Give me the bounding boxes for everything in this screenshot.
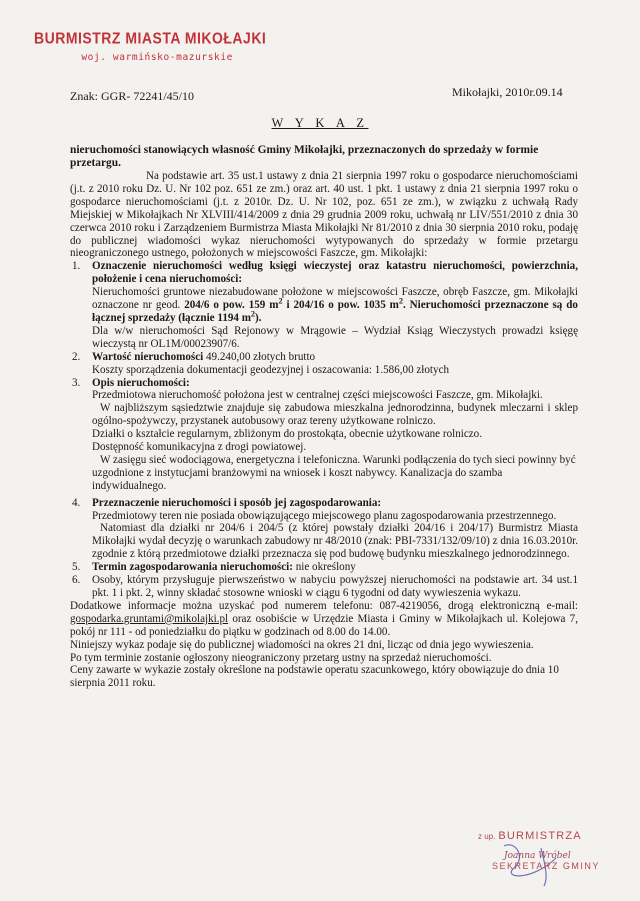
document-body (70, 144, 578, 690)
contact-info: Dodatkowe informacje można uzyskać pod numerem telefonu: 087-4219056, drogą elektroniczną e-mail: gospodarka.gruntami@mikolajki.pl oraz osobiście w Urzędzie Miasta i Gminy w Mikołajkach ul. Kolejowa 7, pokój nr 111 - od poniedziałku do piątku w godzinach od 8.00 do 14.00. (70, 599, 578, 638)
list-item: 1. Oznaczenie nieruchomości według księgi wieczystej oraz katastru nieruchomości, powierzchnia, położenie i cena nieruchomości: Nieruchomości gruntowe niezabudowane położone w miejscowości Faszcze, obręb Faszcze, gm. Mikołajki oznaczone nr geod. 204/6 o pow. 159 $m^2$ i 204/16 o pow. 1035 $m^2$. Nieruchomości przeznaczone są do łącznej sprzedaży (łącznie 1194 $m^2$). Dla w/w nieruchomości Sąd Rejonowy w Mrągowie – Wydział Ksiąg Wieczystych prowadzi księgę wieczystą nr OL1M/00023907/6. (72, 260, 578, 350)
item-line: Dostępność komunikacyjna z drogi powiatowej. (92, 441, 307, 454)
list-item: 6. Osoby, którym przysługuje pierwszeństwo w nabyciu powyższej nieruchomości na podstawie art. 34 ust.1 pkt. 1 i pkt. 2, winny składać stosowne wnioski w ciągu 6 tygodni od daty wywieszenia wykazu. (72, 574, 578, 599)
intro-paragraph: Na podstawie art. 35 ust.1 ustawy z dnia 21 sierpnia 1997 roku o gospodarce nieruchomościami (j.t. z 2010 roku Dz. U. Nr 102 poz. 651 ze zm.) oraz art. 40 ust. 1 pkt. 1 ustawy z dnia 21 sierpnia 1997 roku o gospodarce nieruchomościami (j.t. z 2010r. Dz. U. Nr 102, poz. 651 ze zm.), w związku z uchwałą Rady Miejskiej w Mikołajkach Nr XLVIII/414/2009 z dnia 29 grudnia 2009 roku, uchwałą nr LIV/551/2010 z dnia 30 czerwca 2010 roku i Zarządzeniem Burmistrza Miasta Mikołajki Nr 81/2010 z dnia 30 sierpnia 2010 roku, podaję do publicznej wiadomości wykaz nieruchomości wytypowanych do sprzedaży w formie przetargu nieograniczonego ustnego, położonych w miejscowości Faszcze, gm. Mikołajki: (70, 170, 578, 260)
price-notice: Ceny zawarte w wykazie zostały określone na podstawie operatu szacunkowego, który obowiązuje do dnia 10 sierpnia 2011 roku. (70, 664, 559, 690)
item-line: Przedmiotowa nieruchomość położona jest w centralnej części miejscowości Faszcze, gm. Mikołajki. (92, 389, 543, 402)
item-text: Nieruchomości gruntowe niezabudowane położone w miejscowości Faszcze, obręb Faszcze, gm. Mikołajki oznaczone nr geod. 204/6 o pow. 159 $m^2$ i 204/16 o pow. 1035 $m^2$. Nieruchomości przeznaczone są do łącznej sprzedaży (łącznie 1194 $m^2$). (92, 286, 578, 324)
item-text: Osoby, którym przysługuje pierwszeństwo w nabyciu powyższej nieruchomości na podstawie art. 34 ust.1 pkt. 1 i pkt. 2, winny składać stosowne wnioski w ciągu 6 tygodni od daty wywieszenia wykazu. (92, 574, 578, 599)
items-list (70, 260, 578, 600)
item-heading: Wartość nieruchomości 49.240,00 złotych brutto (92, 350, 316, 363)
item-line: W najbliższym sąsiedztwie znajduje się zabudowa mieszkalna jednorodzinna, budynek mleczarni i sklep ogólno-spożywczy, przystanek autobusowy oraz tereny użytkowane rolniczo. (92, 402, 578, 428)
reference-number: Znak: GGR- 72241/45/10 (70, 89, 194, 103)
item-heading: Przeznaczenie nieruchomości i sposób jej zagospodarowania: (92, 496, 382, 509)
item-line: W zasięgu sieć wodociągowa, energetyczna i telefoniczna. Warunki podłączenia do tych sieci powinny być uzgodnione z instytucjami branżowymi na wniosek i koszt nabywcy. Kanalizacja do szamba indywidualnego. (92, 453, 576, 492)
item-text: Dla w/w nieruchomości Sąd Rejonowy w Mrągowie – Wydział Ksiąg Wieczystych prowadzi księgę wieczystą nr OL1M/00023907/6. (92, 324, 578, 350)
signature-stamp: z up. BURMISTRZA Joanna Wróbel SEKRETARZ GMINY (478, 830, 600, 871)
item-line: Przedmiotowy teren nie posiada obowiązującego miejscowego planu zagospodarowania przestrzennego. (92, 509, 557, 522)
email-link[interactable]: gospodarka.gruntami@mikolajki.pl (70, 612, 229, 625)
lead-heading: nieruchomości stanowiących własność Gminy Mikołajki, przeznaczonych do sprzedaży w formie przetargu. (70, 144, 539, 169)
list-item: 3. Opis nieruchomości: Przedmiotowa nieruchomość położona jest w centralnej części miejscowości Faszcze, gm. Mikołajki. W najbliższym sąsiedztwie znajduje się zabudowa mieszkalna jednorodzinna, budynek mleczarni i sklep ogólno-spożywczy, przystanek autobusowy oraz tereny użytkowane rolniczo. Działki o kształcie regularnym, zbliżonym do prostokąta, obecnie użytkowane rolniczo. Dostępność komunikacyjna z drogi powiatowej. W zasięgu sieć wodociągowa, energetyczna i telefoniczna. Warunki podłączenia do tych sieci powinny być uzgodnione z instytucjami branżowymi na wniosek i koszt nabywcy. Kanalizacja do szamba indywidualnego. (72, 376, 578, 492)
document-title: W Y K A Z (271, 116, 369, 130)
publication-notice: Niniejszy wykaz podaje się do publicznej wiadomości na okres 21 dni, licząc od dnia jego wywieszenia. (70, 638, 534, 651)
tender-notice: Po tym terminie zostanie ogłoszony nieograniczony przetarg ustny na sprzedaż nieruchomości. (70, 651, 492, 664)
item-line: Natomiast dla działki nr 204/6 i 204/5 (z której powstały działki 204/16 i 204/17) Burmistrz Miasta Mikołajki wydał decyzję o warunkach zabudowy nr 48/2010 (znak: PBI-7331/132/09/10) z dnia 16.03.2010r. zgodnie z którą przedmiotowe działki przeznacza się pod budowę budynku mieszkalnego jednorodzinnego. (92, 522, 578, 561)
list-item: 4. Przeznaczenie nieruchomości i sposób jej zagospodarowania: Przedmiotowy teren nie posiada obowiązującego miejscowego planu zagospodarowania przestrzennego. Natomiast dla działki nr 204/6 i 204/5 (z której powstały działki 204/16 i 204/17) Burmistrz Miasta Mikołajki wydał decyzję o warunkach zabudowy nr 48/2010 (znak: PBI-7331/132/09/10) z dnia 16.03.2010r. zgodnie z którą przedmiotowe działki przeznacza się pod budowę budynku mieszkalnego jednorodzinnego. (72, 496, 578, 561)
item-heading: Opis nieruchomości: (92, 376, 190, 389)
office-stamp (34, 30, 266, 63)
item-text: Koszty sporządzenia dokumentacji geodezyjnej i oszacowania: 1.586,00 złotych (92, 363, 450, 376)
item-heading: Termin zagospodarowania nieruchomości: nie określony (92, 561, 356, 574)
signatory-role: SEKRETARZ GMINY (492, 861, 600, 871)
list-item: 5. Termin zagospodarowania nieruchomości: nie określony (70, 561, 578, 574)
item-line: Działki o kształcie regularnym, zbliżonym do prostokąta, obecnie użytkowane rolniczo. (92, 428, 482, 441)
stamp-title: BURMISTRZ MIASTA MIKOŁAJKI (34, 29, 267, 47)
item-heading: Oznaczenie nieruchomości według księgi wieczystej oraz katastru nieruchomości, powierzchnia, położenie i cena nieruchomości: (92, 260, 578, 286)
list-item: 2. Wartość nieruchomości 49.240,00 złotych brutto Koszty sporządzenia dokumentacji geodezyjnej i oszacowania: 1.586,00 złotych (70, 351, 578, 377)
stamp-region: woj. warmińsko-mazurskie (81, 52, 233, 63)
signatory-name: Joanna Wróbel (504, 851, 571, 861)
place-date: Mikołajki, 2010r.09.14 (452, 85, 563, 99)
